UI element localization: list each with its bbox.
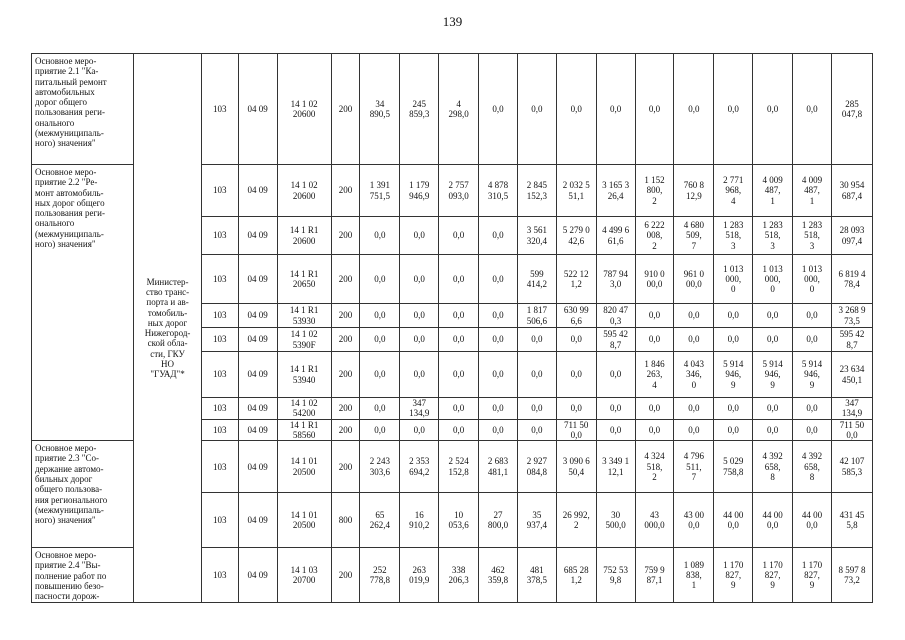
table-cell: 0,0 — [753, 419, 793, 441]
table-cell: 44 00 0,0 — [793, 493, 832, 548]
table-cell: 4 298,0 — [439, 54, 479, 165]
table-cell: 103 — [201, 493, 238, 548]
table-cell: 14 1 02 20600 — [277, 165, 331, 217]
table-cell: 0,0 — [360, 304, 400, 328]
table-cell: 0,0 — [400, 419, 439, 441]
budget-table — [31, 53, 873, 603]
table-cell: 200 — [331, 255, 360, 304]
table-cell: 1 817 506,6 — [517, 304, 556, 328]
table-cell: 800 — [331, 493, 360, 548]
table-cell: 5 914 946, 9 — [793, 352, 832, 398]
table-cell: 0,0 — [439, 304, 479, 328]
table-cell: 1 152 800, 2 — [635, 165, 674, 217]
table-cell: 4 009 487, 1 — [753, 165, 793, 217]
table-cell: 4 324 518, 2 — [635, 441, 674, 493]
table-cell: 0,0 — [517, 398, 556, 420]
table-cell: 14 1 R1 20650 — [277, 255, 331, 304]
table-cell: 200 — [331, 304, 360, 328]
table-cell: 0,0 — [674, 54, 714, 165]
table-cell: 1 283 518, 3 — [714, 217, 753, 255]
table-cell: 462 359,8 — [479, 548, 518, 603]
table-cell: 103 — [201, 419, 238, 441]
table-cell: 04 09 — [238, 398, 277, 420]
table-cell: 0,0 — [674, 398, 714, 420]
table-cell: 0,0 — [439, 328, 479, 352]
table-cell: 820 47 0,3 — [596, 304, 635, 328]
table-cell: 0,0 — [517, 352, 556, 398]
table-cell: 0,0 — [714, 304, 753, 328]
table-cell: 4 878 310,5 — [479, 165, 518, 217]
table-cell: 0,0 — [360, 328, 400, 352]
table-cell: 752 53 9,8 — [596, 548, 635, 603]
table-cell: 0,0 — [360, 352, 400, 398]
table-cell: 04 09 — [238, 441, 277, 493]
table-cell: 0,0 — [714, 54, 753, 165]
table-cell: 0,0 — [793, 54, 832, 165]
table-cell: 0,0 — [714, 398, 753, 420]
table-cell: 347 134,9 — [400, 398, 439, 420]
table-cell: 2 757 093,0 — [439, 165, 479, 217]
table-cell: 0,0 — [479, 352, 518, 398]
table-cell: 0,0 — [674, 419, 714, 441]
table-cell: 0,0 — [793, 328, 832, 352]
table-cell: 910 0 00,0 — [635, 255, 674, 304]
table-cell: 34 890,5 — [360, 54, 400, 165]
table-cell: 2 927 084,8 — [517, 441, 556, 493]
table-cell: 245 859,3 — [400, 54, 439, 165]
table-cell: 0,0 — [556, 54, 596, 165]
table-cell: 2 243 303,6 — [360, 441, 400, 493]
table-cell: 599 414,2 — [517, 255, 556, 304]
table-cell: 347 134,9 — [831, 398, 872, 420]
table-cell: 14 1 R1 53930 — [277, 304, 331, 328]
table-cell: 10 053,6 — [439, 493, 479, 548]
table-cell: 595 42 8,7 — [596, 328, 635, 352]
table-cell: 595 42 8,7 — [831, 328, 872, 352]
table-cell: 3 561 320,4 — [517, 217, 556, 255]
table-cell: 103 — [201, 255, 238, 304]
table-cell: 0,0 — [360, 419, 400, 441]
table-cell: 6 222 008, 2 — [635, 217, 674, 255]
table-cell: 04 09 — [238, 255, 277, 304]
table-cell: 1 170 827, 9 — [753, 548, 793, 603]
table-cell: 200 — [331, 398, 360, 420]
table-cell: 0,0 — [793, 304, 832, 328]
table-cell: 0,0 — [439, 398, 479, 420]
table-cell: 14 1 02 20600 — [277, 54, 331, 165]
table-cell: 711 50 0,0 — [831, 419, 872, 441]
table-cell: 0,0 — [400, 328, 439, 352]
table-cell: 0,0 — [479, 54, 518, 165]
responsible-executor-cell: Министер- ство транс- порта и ав- томобиль- ных дорог Нижегород- ской обла- сти, ГКУ НО "ГУАД"* — [134, 54, 202, 603]
table-cell: 04 09 — [238, 328, 277, 352]
table-cell: 0,0 — [439, 352, 479, 398]
table-cell: 2 524 152,8 — [439, 441, 479, 493]
table-cell: 4 009 487, 1 — [793, 165, 832, 217]
table-cell: 0,0 — [556, 352, 596, 398]
table-cell: 04 09 — [238, 419, 277, 441]
table-cell: 103 — [201, 304, 238, 328]
table-cell: 0,0 — [753, 328, 793, 352]
table-cell: 1 170 827, 9 — [714, 548, 753, 603]
table-cell: 0,0 — [753, 54, 793, 165]
table-cell: 103 — [201, 398, 238, 420]
table-cell: 26 992, 2 — [556, 493, 596, 548]
table-cell: 16 910,2 — [400, 493, 439, 548]
table-cell: 200 — [331, 328, 360, 352]
table-cell: 522 12 1,2 — [556, 255, 596, 304]
table-cell: 4 796 511, 7 — [674, 441, 714, 493]
table-cell: 4 680 509, 7 — [674, 217, 714, 255]
table-cell: 3 165 3 26,4 — [596, 165, 635, 217]
table-cell: 1 089 838, 1 — [674, 548, 714, 603]
table-cell: 760 8 12,9 — [674, 165, 714, 217]
table-cell: 685 28 1,2 — [556, 548, 596, 603]
table-cell: 04 09 — [238, 304, 277, 328]
table-cell: 1 013 000, 0 — [793, 255, 832, 304]
table-cell: 1 283 518, 3 — [753, 217, 793, 255]
table-cell: 481 378,5 — [517, 548, 556, 603]
table-cell: 285 047,8 — [831, 54, 872, 165]
table-cell: 6 819 4 78,4 — [831, 255, 872, 304]
table-cell: 338 206,3 — [439, 548, 479, 603]
table-cell: 252 778,8 — [360, 548, 400, 603]
table-cell: 0,0 — [753, 398, 793, 420]
table-cell: 103 — [201, 548, 238, 603]
table-cell: 2 683 481,1 — [479, 441, 518, 493]
table-cell: 0,0 — [596, 54, 635, 165]
table-cell: 42 107 585,3 — [831, 441, 872, 493]
table-cell: 14 1 R1 53940 — [277, 352, 331, 398]
table-cell: 23 634 450,1 — [831, 352, 872, 398]
table-cell: 1 013 000, 0 — [714, 255, 753, 304]
table-cell: 0,0 — [714, 328, 753, 352]
table-cell: 8 597 8 73,2 — [831, 548, 872, 603]
table-cell: 35 937,4 — [517, 493, 556, 548]
table-cell: 787 94 3,0 — [596, 255, 635, 304]
table-cell: 4 392 658, 8 — [753, 441, 793, 493]
table-cell: 14 1 01 20500 — [277, 441, 331, 493]
table-cell: 0,0 — [439, 255, 479, 304]
table-cell: 0,0 — [479, 217, 518, 255]
table-cell: 1 170 827, 9 — [793, 548, 832, 603]
table-cell: 0,0 — [517, 54, 556, 165]
table-cell: 0,0 — [439, 217, 479, 255]
table-cell: 759 9 87,1 — [635, 548, 674, 603]
table-cell: 1 846 263, 4 — [635, 352, 674, 398]
table-cell: 0,0 — [479, 328, 518, 352]
table-cell: 14 1 02 54200 — [277, 398, 331, 420]
table-cell: 1 013 000, 0 — [753, 255, 793, 304]
table-cell: 2 032 5 51,1 — [556, 165, 596, 217]
table-cell: 200 — [331, 419, 360, 441]
table-cell: 2 845 152,3 — [517, 165, 556, 217]
table-cell: 04 09 — [238, 217, 277, 255]
table-cell: 1 283 518, 3 — [793, 217, 832, 255]
table-cell: 0,0 — [635, 398, 674, 420]
page-number: 139 — [442, 14, 463, 29]
activity-name-cell: Основное меро- приятие 2.4 "Вы- полнение работ по повышению безо- пасности дорож- — [32, 548, 134, 603]
table-cell: 04 09 — [238, 493, 277, 548]
table-cell: 0,0 — [635, 54, 674, 165]
table-cell: 103 — [201, 165, 238, 217]
table-cell: 0,0 — [479, 304, 518, 328]
table-cell: 4 499 6 61,6 — [596, 217, 635, 255]
table-cell: 5 029 758,8 — [714, 441, 753, 493]
table-cell: 0,0 — [635, 419, 674, 441]
table-cell: 14 1 03 20700 — [277, 548, 331, 603]
table-cell: 28 093 097,4 — [831, 217, 872, 255]
table-cell: 27 800,0 — [479, 493, 518, 548]
table-cell: 14 1 R1 20600 — [277, 217, 331, 255]
table-cell: 200 — [331, 54, 360, 165]
table-cell: 0,0 — [479, 255, 518, 304]
table-cell: 0,0 — [517, 419, 556, 441]
table-row — [32, 54, 873, 165]
table-cell: 04 09 — [238, 352, 277, 398]
table-cell: 04 09 — [238, 54, 277, 165]
table-cell: 0,0 — [596, 398, 635, 420]
table-cell: 0,0 — [674, 304, 714, 328]
table-cell: 711 50 0,0 — [556, 419, 596, 441]
table-cell: 0,0 — [635, 304, 674, 328]
table-cell: 3 090 6 50,4 — [556, 441, 596, 493]
table-cell: 30 954 687,4 — [831, 165, 872, 217]
table-cell: 630 99 6,6 — [556, 304, 596, 328]
table-cell: 44 00 0,0 — [753, 493, 793, 548]
table-cell: 0,0 — [635, 328, 674, 352]
table-cell: 263 019,9 — [400, 548, 439, 603]
table-cell: 0,0 — [400, 352, 439, 398]
table-cell: 2 353 694,2 — [400, 441, 439, 493]
table-cell: 0,0 — [753, 304, 793, 328]
table-cell: 5 279 0 42,6 — [556, 217, 596, 255]
table-cell: 2 771 968, 4 — [714, 165, 753, 217]
table-cell: 0,0 — [714, 419, 753, 441]
table-cell: 4 392 658, 8 — [793, 441, 832, 493]
table-cell: 30 500,0 — [596, 493, 635, 548]
table-cell: 43 00 0,0 — [674, 493, 714, 548]
table-cell: 103 — [201, 352, 238, 398]
table-cell: 200 — [331, 217, 360, 255]
table-cell: 103 — [201, 441, 238, 493]
table-cell: 65 262,4 — [360, 493, 400, 548]
table-cell: 14 1 R1 58560 — [277, 419, 331, 441]
table-cell: 200 — [331, 441, 360, 493]
table-cell: 103 — [201, 328, 238, 352]
table-cell: 04 09 — [238, 165, 277, 217]
table-cell: 103 — [201, 54, 238, 165]
table-cell: 5 914 946, 9 — [753, 352, 793, 398]
table-cell: 0,0 — [479, 398, 518, 420]
table-cell: 1 391 751,5 — [360, 165, 400, 217]
table-cell: 200 — [331, 165, 360, 217]
table-cell: 14 1 02 5390F — [277, 328, 331, 352]
table-cell: 0,0 — [439, 419, 479, 441]
table-cell: 0,0 — [479, 419, 518, 441]
activity-name-cell: Основное меро- приятие 2.3 "Со- держание автомо- бильных дорог общего пользова- ния регионального (межмуниципаль- ного) значения" — [32, 441, 134, 548]
table-cell: 0,0 — [596, 419, 635, 441]
table-cell: 0,0 — [517, 328, 556, 352]
table-cell: 14 1 01 20500 — [277, 493, 331, 548]
table-cell: 5 914 946, 9 — [714, 352, 753, 398]
table-cell: 0,0 — [400, 255, 439, 304]
table-cell: 0,0 — [556, 328, 596, 352]
table-cell: 4 043 346, 0 — [674, 352, 714, 398]
table-cell: 0,0 — [556, 398, 596, 420]
table-cell: 431 45 5,8 — [831, 493, 872, 548]
table-cell: 200 — [331, 352, 360, 398]
table-cell: 0,0 — [793, 419, 832, 441]
table-cell: 200 — [331, 548, 360, 603]
activity-name-cell: Основное меро- приятие 2.2 "Ре- монт автомобиль- ных дорог общего пользования реги- онального (межмуниципаль- ного) значения" — [32, 165, 134, 441]
table-cell: 44 00 0,0 — [714, 493, 753, 548]
table-cell: 103 — [201, 217, 238, 255]
table-cell: 0,0 — [400, 304, 439, 328]
table-cell: 0,0 — [596, 352, 635, 398]
table-cell: 0,0 — [400, 217, 439, 255]
table-cell: 3 268 9 73,5 — [831, 304, 872, 328]
table-cell: 0,0 — [360, 398, 400, 420]
table-cell: 961 0 00,0 — [674, 255, 714, 304]
table-cell: 43 000,0 — [635, 493, 674, 548]
table-cell: 0,0 — [360, 255, 400, 304]
table-cell: 0,0 — [793, 398, 832, 420]
table-cell: 1 179 946,9 — [400, 165, 439, 217]
table-cell: 0,0 — [360, 217, 400, 255]
activity-name-cell: Основное меро- приятие 2.1 "Ка- питальный ремонт автомобильных дорог общего пользования реги- онального (межмуниципаль- ного) значения" — [32, 54, 134, 165]
table-cell: 3 349 1 12,1 — [596, 441, 635, 493]
table-cell: 04 09 — [238, 548, 277, 603]
table-cell: 0,0 — [674, 328, 714, 352]
